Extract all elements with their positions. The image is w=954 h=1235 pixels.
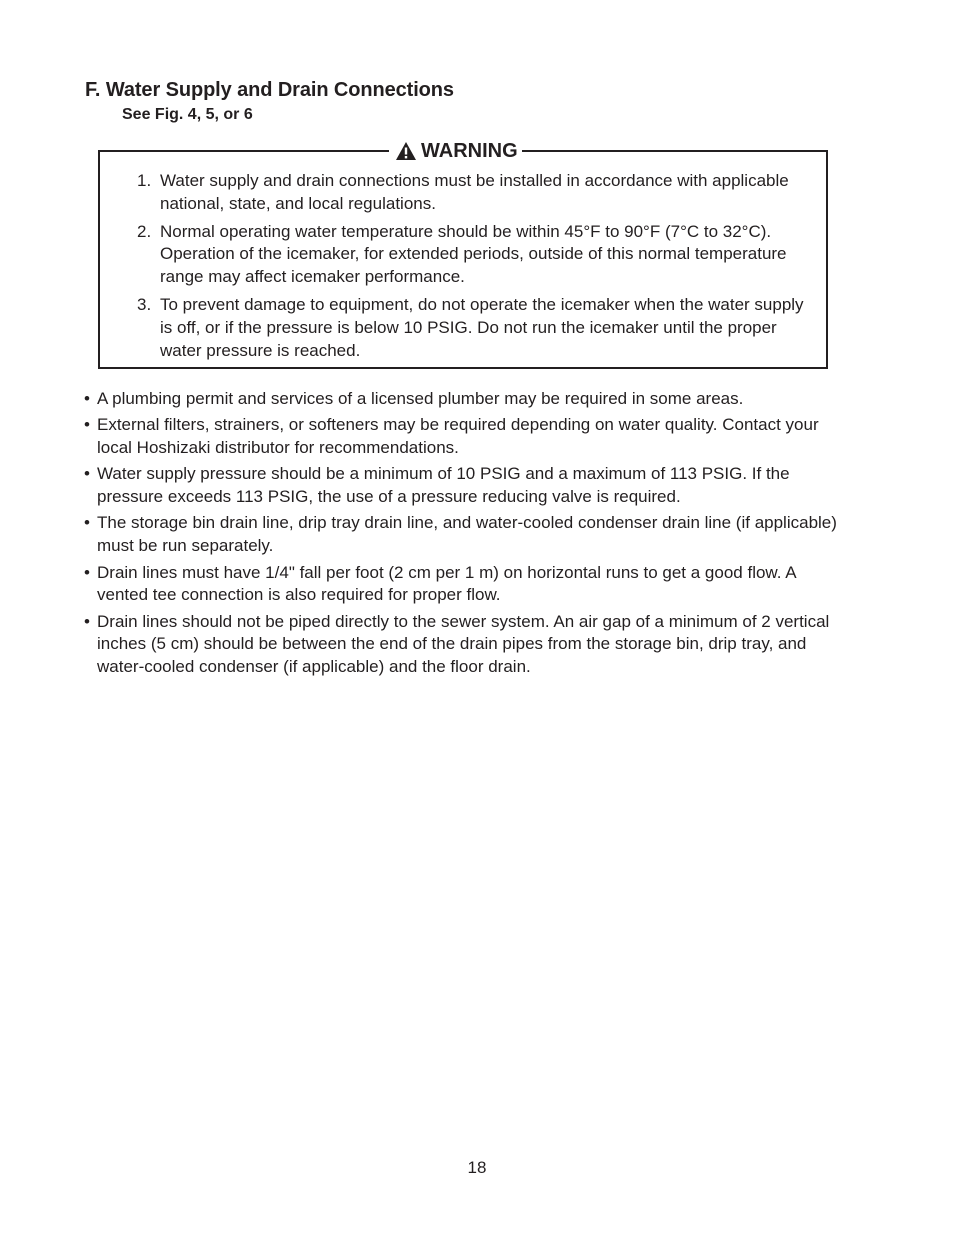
warning-item (137, 294, 807, 362)
list-item (84, 463, 844, 509)
list-item (84, 388, 844, 411)
page-number: 18 (467, 1158, 487, 1177)
section-title: F. Water Supply and Drain Connections (85, 79, 454, 101)
warning-triangle-icon (395, 141, 417, 161)
warning-item-text: To prevent damage to equipment, do not operate the icemaker when the water supply is off, or if the pressure is below 10 PSIG. Do not run the icemaker until the proper water pressure is reached. (160, 294, 804, 360)
requirements-list (84, 388, 844, 683)
list-item (84, 611, 844, 679)
warning-label: WARNING (421, 139, 518, 162)
warning-item-number: 1. (137, 171, 152, 190)
bullet-mark: • (84, 464, 90, 484)
list-item-text: External filters, strainers, or softeners may be required depending on water quality. Contact your local Hoshizaki distributor for recommendations. (97, 415, 819, 458)
warning-list (137, 170, 807, 367)
warning-header (389, 138, 522, 164)
warning-item-text: Water supply and drain connections must be installed in accordance with applicable national, state, and local regulations. (160, 171, 789, 213)
list-item-text: Drain lines should not be piped directly to the sewer system. An air gap of a minimum of 2 vertical inches (5 cm) should be between the end of the drain pipes from the storage bin, drip tray, and water-cooled condenser (if applicable) and the floor drain. (97, 611, 830, 677)
warning-item-text: Normal operating water temperature should be within 45°F to 90°F (7°C to 32°C). Operation of the icemaker, for extended periods, outside of this normal temperature range may affect icemaker performance. (160, 221, 787, 287)
bullet-mark: • (84, 611, 90, 631)
bullet-mark: • (84, 415, 90, 435)
bullet-mark: • (84, 513, 90, 533)
list-item-text: Drain lines must have 1/4" fall per foot (2 cm per 1 m) on horizontal runs to get a good flow. A vented tee connection is also required for proper flow. (97, 562, 796, 605)
warning-item (137, 170, 807, 216)
warning-item (137, 221, 807, 289)
list-item (84, 414, 844, 460)
list-item-text: Water supply pressure should be a minimum of 10 PSIG and a maximum of 113 PSIG. If the pressure exceeds 113 PSIG, the use of a pressure reducing valve is required. (97, 464, 790, 507)
warning-item-number: 2. (137, 221, 152, 241)
list-item (84, 562, 844, 608)
bullet-mark: • (84, 389, 90, 408)
list-item-text: The storage bin drain line, drip tray drain line, and water-cooled condenser drain line (if applicable) must be run separately. (97, 513, 837, 556)
bullet-mark: • (84, 562, 90, 582)
list-item-text: A plumbing permit and services of a licensed plumber may be required in some areas. (97, 389, 744, 408)
warning-item-number: 3. (137, 294, 152, 314)
figure-reference: See Fig. 4, 5, or 6 (122, 106, 253, 123)
list-item (84, 512, 844, 558)
